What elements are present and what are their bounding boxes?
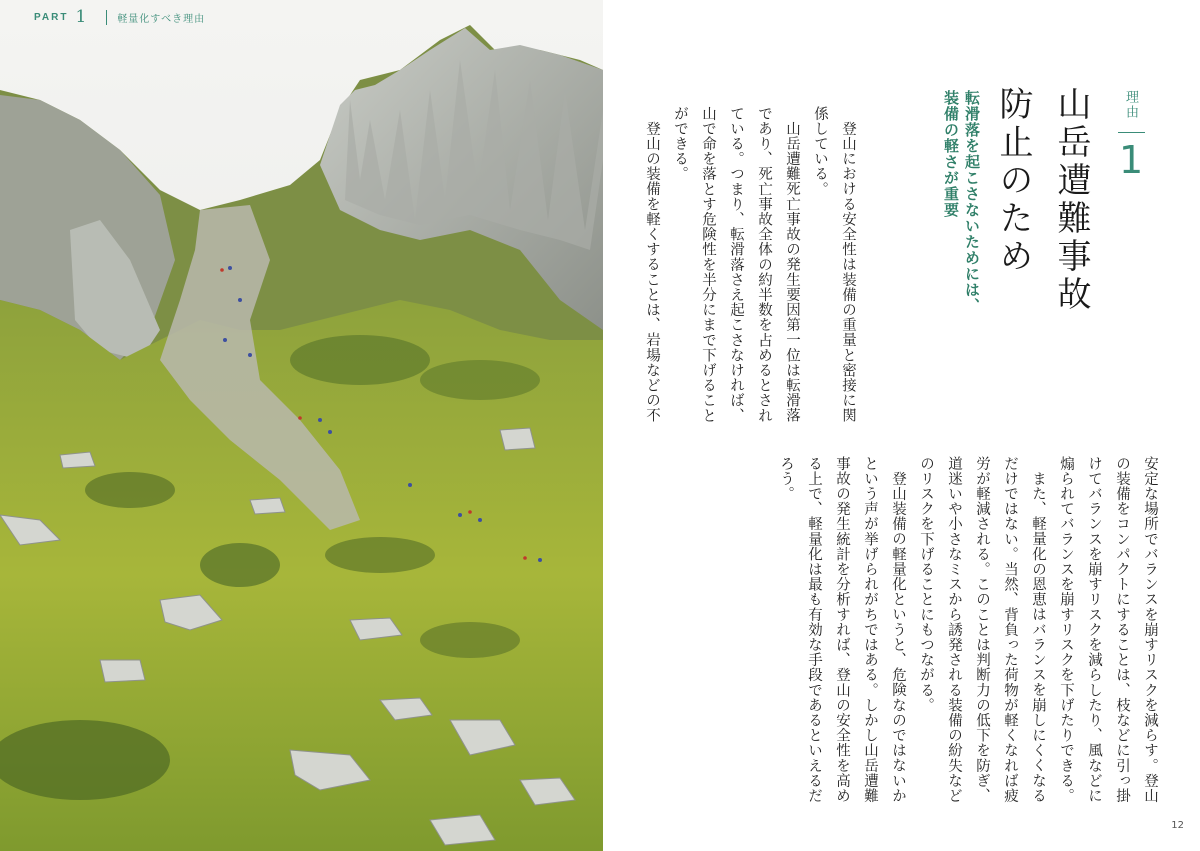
body-paragraph: 登山装備の軽量化というと、危険なのではないかという声が挙げられがちではある。しかし山岳遭難事故の発生統計を分析すれば、登山の安全性を高める上で、軽量化は最も有効な手段であるといえるだろう。 <box>778 456 906 804</box>
body-text-upper <box>638 106 862 424</box>
main-title-line: 山岳遭難事故 <box>1051 86 1091 314</box>
body-paragraph: また、軽量化の恩恵はバランスを崩しにくくなるだけではない。当然、背負った荷物が軽くなれば疲労が軽減される。このことは判断力の低下を防ぎ、道迷いや小さなミスから誘発される装備の紛失などのリスクを下げることにもつながる。 <box>918 456 1046 804</box>
part-number: 1 <box>75 7 87 27</box>
body-paragraph: 登山における安全性は装備の重量と密接に関係している。 <box>812 106 856 423</box>
sub-heading-line: 転滑落を起こさないためには、 <box>963 90 981 314</box>
body-paragraph: 山岳遭難死亡事故の発生要因第一位は転滑落であり、死亡事故全体の約半数を占めるとされている。つまり、転滑落さえ起こさなければ、山で命を落とす危険性を半分にまで下げることができる。 <box>672 106 800 424</box>
header-divider <box>106 10 107 25</box>
main-title-line: 防止のため <box>993 86 1033 276</box>
chapter-title: 軽量化すべき理由 <box>117 13 206 25</box>
running-header <box>34 6 205 28</box>
reason-rule <box>1118 132 1145 133</box>
sub-heading <box>940 90 982 330</box>
body-paragraph: 安定な場所でバランスを崩すリスクを減らす。登山の装備をコンパクトにすることは、枝などに引っ掛けてバランスを崩すリスクを減らしたり、風などに煽られてバランスを崩すリスクを下げたりできる。 <box>1058 456 1158 804</box>
page-number: 12 <box>1171 820 1184 831</box>
part-label: PART <box>34 11 69 23</box>
body-text-lower <box>772 456 1164 804</box>
text-page <box>603 0 1200 851</box>
reason-label: 理由 <box>1123 90 1138 120</box>
sub-heading-line: 装備の軽さが重要 <box>942 90 960 218</box>
main-title <box>984 86 1100 326</box>
body-paragraph: 登山の装備を軽くすることは、岩場などの不 <box>644 120 660 423</box>
reason-number: 1 <box>1119 138 1144 182</box>
